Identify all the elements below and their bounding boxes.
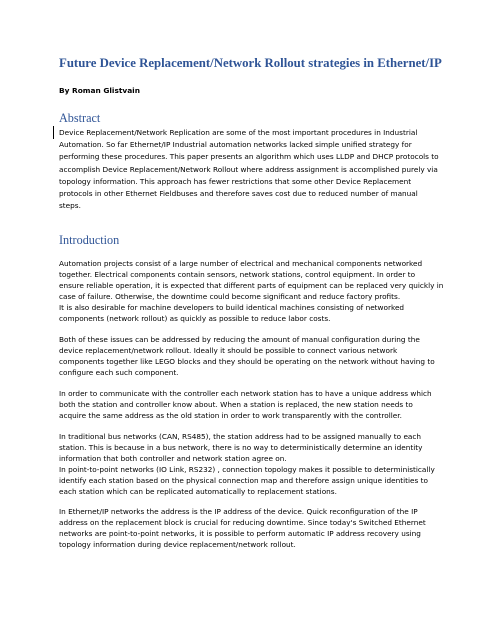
abstract-paragraph [59,127,439,212]
abstract-line: topology information. This approach has fewer restrictions that some other Device Replacement [59,176,412,186]
intro-line: information that both controller and network station agree on. [59,454,287,464]
intro-paragraph [59,334,439,378]
intro-paragraph [59,506,439,550]
intro-line: In traditional bus networks (CAN, RS485), the station address had to be assigned manually to each [59,432,422,441]
intro-line: each station which can be replicated automatically to replacement stations. [59,487,337,497]
intro-line: In point-to-point networks (IO Link, RS232) , connection topology makes it possible to deterministically [59,465,435,475]
intro-line: components together like LEGO blocks and they should be operating on the network without having to [59,357,435,367]
abstract-line: Device Replacement/Network Replication are some of the most important procedures in Industrial [59,128,418,137]
intro-line: components (network rollout) as quickly as possible to reduce labor costs. [59,314,331,324]
intro-line: device replacement/network rollout. Ideally it should be possible to connect various network [59,346,398,356]
abstract-line: Automation. So far Ethernet/IP Industrial automation networks lacked simple unified strategy for [59,140,412,150]
intro-line: Automation projects consist of a large number of electrical and mechanical components networked [59,259,423,268]
text-cursor [53,126,54,139]
intro-line: It is also desirable for machine developers to build identical machines consisting of networked [59,303,405,313]
intro-line: address on the replacement block is crucial for reducing downtime. Since today's Switched Ethernet [59,518,426,528]
intro-line: together. Electrical components contain sensors, network stations, control equipment. In order to [59,270,416,280]
intro-line: In Ethernet/IP networks the address is the IP address of the device. Quick reconfiguration of the IP [59,507,418,516]
abstract-heading: Abstract [59,111,101,125]
intro-line: identify each station based on the physical connection map and therefore assign unique identities to [59,476,428,486]
introduction-heading: Introduction [59,233,120,247]
intro-line: configure each such component. [59,368,179,378]
intro-paragraph [59,431,439,498]
intro-line: topology information during device replacement/network rollout. [59,540,296,550]
intro-paragraph [59,258,444,325]
intro-line: ensure reliable operation, it is expected that different parts of equipment can be replaced very quickly in [59,281,444,291]
intro-line: Both of these issues can be addressed by reducing the amount of manual configuration during the [59,335,420,344]
intro-line: case of failure. Otherwise, the downtime could become significant and reduce factory profits. [59,292,401,302]
intro-paragraph [59,388,439,421]
abstract-line: accomplish Device Replacement/Network Rollout where address assignment is accomplished purely via [59,164,438,174]
intro-line: station. This is because in a bus network, there is no way to deterministically determine an identity [59,443,423,453]
intro-line: networks are point-to-point networks, it is possible to perform automatic IP address recovery using [59,529,421,539]
intro-line: In order to communicate with the controller each network station has to have a unique address which [59,389,432,398]
abstract-line: steps. [59,201,81,211]
author-line: By Roman Glistvain [59,86,140,95]
intro-line: acquire the same address as the old station in order to work transparently with the controller. [59,411,402,421]
abstract-line: protocols in other Ethernet Fieldbuses and therefore saves cost due to reduced number of manual [59,188,418,198]
abstract-line: performing these procedures. This paper presents an algorithm which uses LLDP and DHCP protocols to [59,152,439,162]
paper-title: Future Device Replacement/Network Rollout strategies in Ethernet/IP [59,56,442,70]
intro-line: both the station and controller know about. When a station is replaced, the new station needs to [59,400,413,410]
